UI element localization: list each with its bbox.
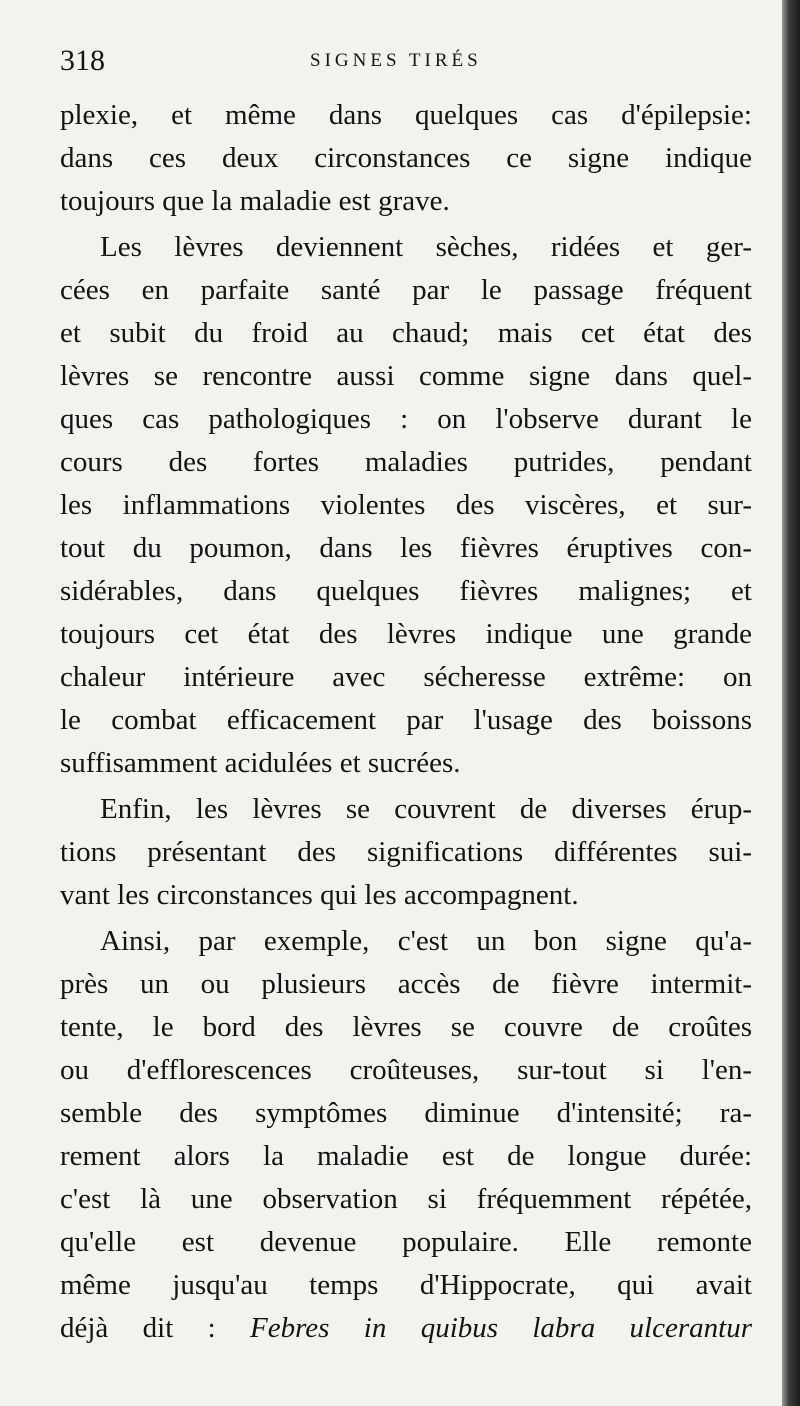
text-line: tente, le bord des lèvres se couvre de croûtes [60,1011,752,1043]
paragraph-first-line: Ainsi, par exemple, c'est un bon signe qu'a- [100,925,752,957]
page-header [60,42,750,82]
text-line: suffisamment acidulées et sucrées. [60,747,461,779]
text-line: qu'elle est devenue populaire. Elle remonte [60,1226,752,1258]
text-line: dans ces deux circonstances ce signe indique [60,142,752,174]
text-line: ou d'efflorescences croûteuses, sur-tout si l'en- [60,1054,752,1086]
text-line: près un ou plusieurs accès de fièvre intermit- [60,968,752,1000]
text-line: même jusqu'au temps d'Hippocrate, qui avait [60,1269,752,1301]
page-number: 318 [60,44,105,77]
text-line: c'est là une observation si fréquemment répétée, [60,1183,752,1215]
text-line: cours des fortes maladies putrides, pendant [60,446,752,478]
text-line: le combat efficacement par l'usage des boissons [60,704,752,736]
text-line: cées en parfaite santé par le passage fréquent [60,274,752,306]
text-line: chaleur intérieure avec sécheresse extrême: on [60,661,752,693]
text-line: rement alors la maladie est de longue durée: [60,1140,752,1172]
text-line: vant les circonstances qui les accompagnent. [60,879,579,911]
text-line: plexie, et même dans quelques cas d'épilepsie: [60,99,752,131]
text-prefix: déjà dit : [60,1312,250,1344]
running-head: SIGNES TIRÉS [310,50,482,71]
text-line-last [60,1307,752,1350]
text-line: toujours cet état des lèvres indique une grande [60,618,752,650]
text-line: les inflammations violentes des viscères, et sur- [60,489,752,521]
paragraph-first-line: Les lèvres deviennent sèches, ridées et ger- [100,231,752,263]
text-line: tout du poumon, dans les fièvres éruptives con- [60,532,752,564]
text-line: semble des symptômes diminue d'intensité; ra- [60,1097,752,1129]
text-line: ques cas pathologiques : on l'observe durant le [60,403,752,435]
text-line: lèvres se rencontre aussi comme signe dans quel- [60,360,752,392]
text-line: et subit du froid au chaud; mais cet état des [60,317,752,349]
text-line: sidérables, dans quelques fièvres malignes; et [60,575,752,607]
page-edge-shadow [782,0,800,1406]
text-line: toujours que la maladie est grave. [60,185,450,217]
paragraph-first-line: Enfin, les lèvres se couvrent de diverses érup- [100,793,752,825]
latin-quote: Febres in quibus labra ulcerantur [250,1312,752,1344]
text-line: tions présentant des significations différentes sui- [60,836,752,868]
